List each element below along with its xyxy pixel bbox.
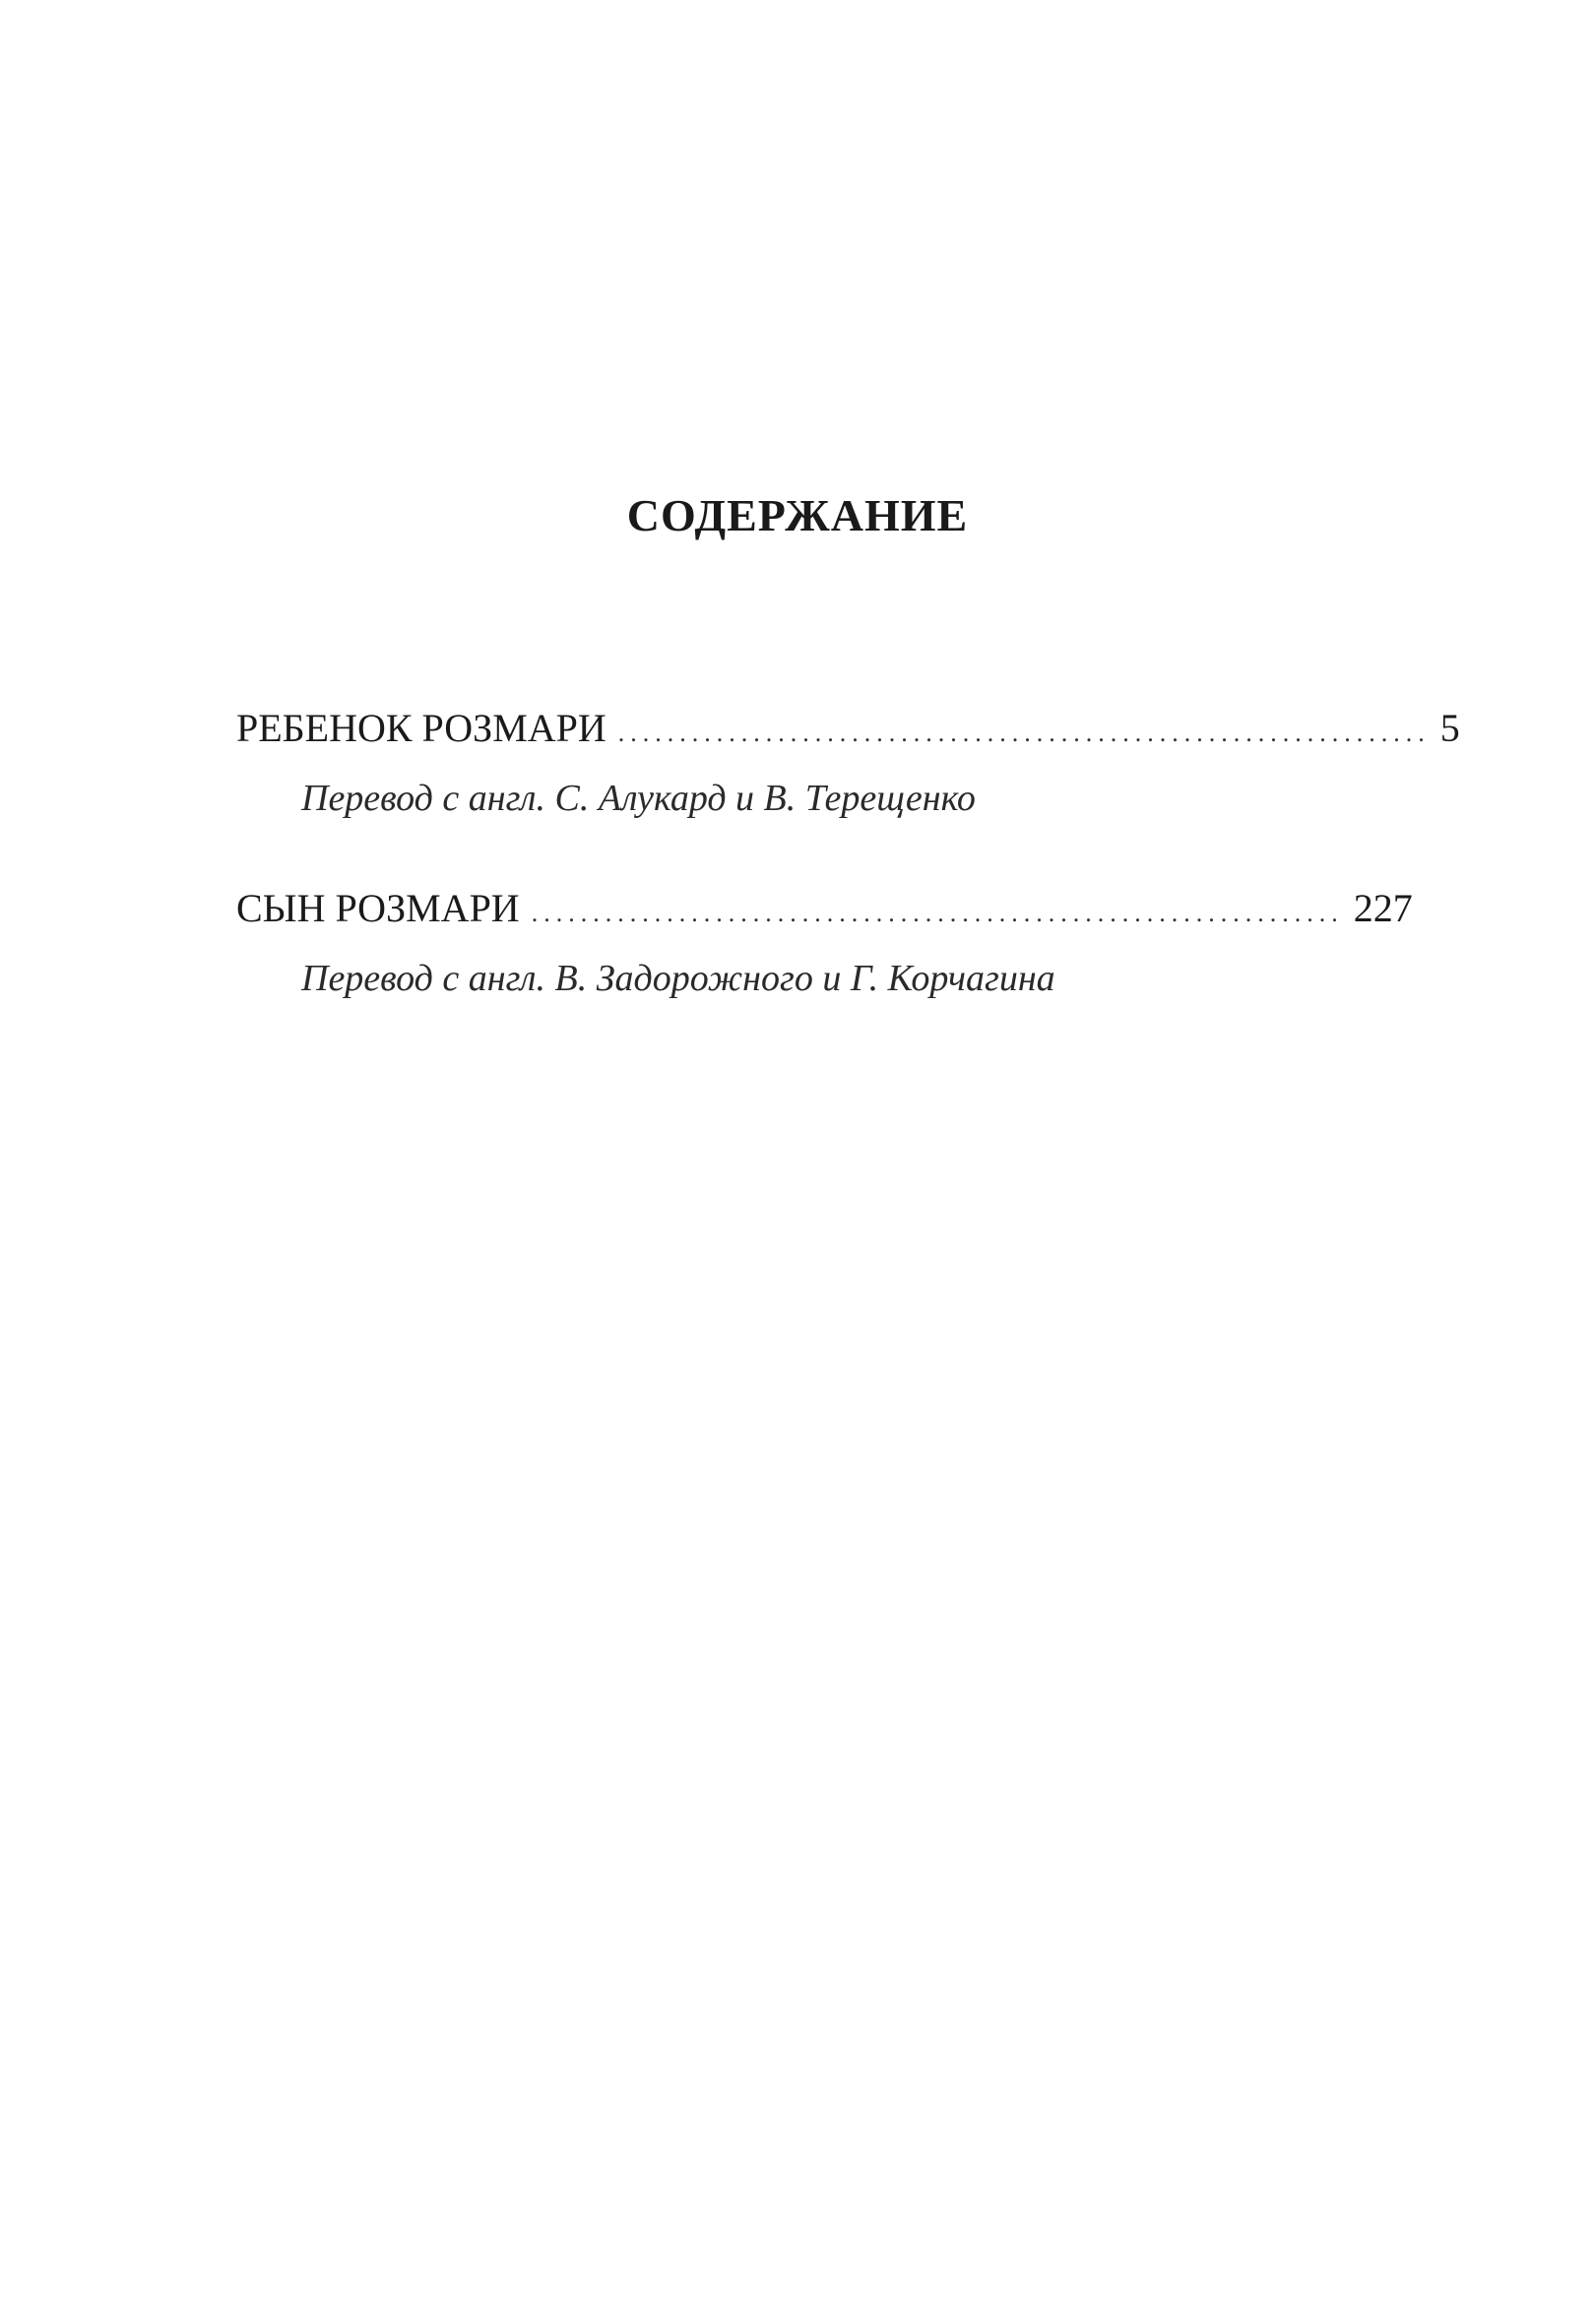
translation-credit: Перевод с англ. В. Задорожного и Г. Корчагина	[301, 958, 1055, 999]
toc-line	[236, 881, 1413, 941]
table-of-contents	[236, 701, 1460, 1004]
toc-line	[236, 701, 1460, 761]
dot-leader: ..................................................................	[617, 719, 1431, 747]
entry-title: СЫН РОЗМАРИ	[236, 886, 520, 930]
toc-entry	[236, 701, 1460, 824]
page-number: 227	[1353, 886, 1413, 930]
page-title: СОДЕРЖАНИЕ	[626, 490, 969, 540]
page-number: 5	[1439, 706, 1460, 750]
entry-title: РЕБЕНОК РОЗМАРИ	[236, 706, 606, 750]
dot-leader: ..................................................................	[531, 899, 1344, 927]
translation-credit: Перевод с англ. С. Алукард и В. Терещенко	[301, 778, 976, 819]
toc-entry	[236, 881, 1413, 1004]
